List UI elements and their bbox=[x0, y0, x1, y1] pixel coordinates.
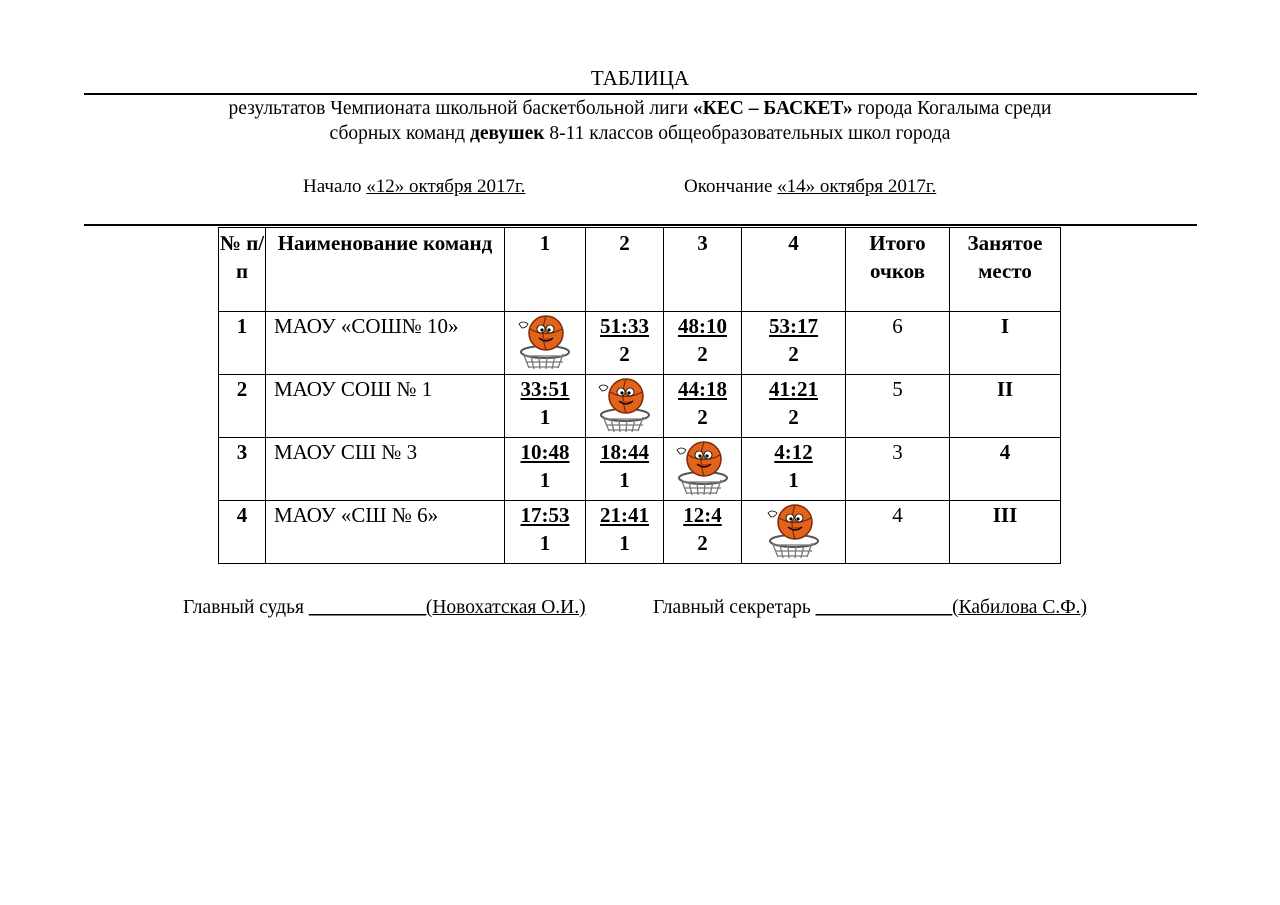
subtitle-text: результатов Чемпионата школьной баскетбольной лиги bbox=[228, 98, 693, 119]
results-table bbox=[218, 227, 1061, 564]
category-name: девушек bbox=[469, 123, 545, 144]
match-result bbox=[505, 438, 586, 501]
start-date: Начало «12» октября 2017г. bbox=[303, 176, 526, 197]
match-points: 2 bbox=[697, 405, 708, 429]
subtitle-line-2 bbox=[0, 122, 1280, 146]
basketball-hoop-icon bbox=[515, 312, 575, 370]
team-name: МАОУ «СОШ№ 10» bbox=[266, 312, 505, 375]
match-score: 53:17 bbox=[769, 314, 818, 338]
place: 4 bbox=[950, 438, 1061, 501]
match-points: 2 bbox=[788, 405, 799, 429]
match-result bbox=[742, 438, 846, 501]
basketball-hoop-icon bbox=[764, 501, 824, 559]
header-place: Занятое место bbox=[950, 228, 1061, 312]
row-number: 2 bbox=[219, 375, 266, 438]
match-score: 18:44 bbox=[600, 440, 649, 464]
match-score: 48:10 bbox=[678, 314, 727, 338]
header-col-2: 2 bbox=[586, 228, 664, 312]
match-points: 1 bbox=[619, 531, 630, 555]
subtitle-text: города Когалыма среди bbox=[852, 98, 1052, 119]
match-score: 33:51 bbox=[520, 377, 570, 401]
header-col-3: 3 bbox=[664, 228, 742, 312]
row-number: 1 bbox=[219, 312, 266, 375]
diagonal-cell bbox=[505, 312, 586, 375]
total-points: 5 bbox=[846, 375, 950, 438]
top-divider bbox=[84, 93, 1197, 95]
place: III bbox=[950, 501, 1061, 564]
end-date: Окончание «14» октября 2017г. bbox=[684, 176, 937, 197]
match-points: 2 bbox=[697, 531, 708, 555]
match-result bbox=[664, 501, 742, 564]
row-number: 4 bbox=[219, 501, 266, 564]
table-top-divider bbox=[84, 224, 1197, 226]
match-points: 2 bbox=[697, 342, 708, 366]
diagonal-cell bbox=[586, 375, 664, 438]
match-result bbox=[586, 312, 664, 375]
table-row bbox=[219, 501, 1061, 564]
table-row bbox=[219, 438, 1061, 501]
team-name: МАОУ СОШ № 1 bbox=[266, 375, 505, 438]
table-row bbox=[219, 312, 1061, 375]
header-total: Итого очков bbox=[846, 228, 950, 312]
match-points: 2 bbox=[788, 342, 799, 366]
chief-judge: Главный судья ____________(Новохатская О.И.) bbox=[183, 597, 586, 618]
match-score: 4:12 bbox=[774, 440, 813, 464]
subtitle-text: 8-11 классов общеобразовательных школ города bbox=[544, 123, 951, 144]
match-result bbox=[742, 312, 846, 375]
basketball-hoop-icon bbox=[595, 375, 655, 433]
match-points: 1 bbox=[539, 468, 551, 492]
match-points: 1 bbox=[619, 468, 630, 492]
total-points: 4 bbox=[846, 501, 950, 564]
team-name: МАОУ «СШ № 6» bbox=[266, 501, 505, 564]
basketball-hoop-icon bbox=[673, 438, 733, 496]
total-points: 3 bbox=[846, 438, 950, 501]
header-num: № п/п bbox=[219, 228, 266, 312]
match-score: 12:4 bbox=[683, 503, 722, 527]
match-result bbox=[586, 501, 664, 564]
match-result bbox=[742, 375, 846, 438]
match-score: 51:33 bbox=[600, 314, 649, 338]
place: I bbox=[950, 312, 1061, 375]
header-col-4: 4 bbox=[742, 228, 846, 312]
chief-secretary: Главный секретарь ______________(Кабилова С.Ф.) bbox=[653, 597, 1087, 618]
table-row bbox=[219, 375, 1061, 438]
subtitle-line-1 bbox=[0, 97, 1280, 121]
match-points: 1 bbox=[539, 405, 551, 429]
header-name: Наименование команд bbox=[266, 228, 505, 312]
match-result bbox=[664, 375, 742, 438]
diagonal-cell bbox=[742, 501, 846, 564]
match-points: 1 bbox=[539, 531, 551, 555]
match-result bbox=[505, 501, 586, 564]
match-score: 10:48 bbox=[520, 440, 570, 464]
match-result bbox=[505, 375, 586, 438]
match-score: 44:18 bbox=[678, 377, 727, 401]
match-points: 2 bbox=[619, 342, 630, 366]
document-title: ТАБЛИЦА bbox=[590, 66, 690, 90]
team-name: МАОУ СШ № 3 bbox=[266, 438, 505, 501]
diagonal-cell bbox=[664, 438, 742, 501]
match-result bbox=[664, 312, 742, 375]
table-header-row bbox=[219, 228, 1061, 312]
subtitle-text: сборных команд bbox=[329, 123, 470, 144]
match-score: 17:53 bbox=[520, 503, 570, 527]
match-points: 1 bbox=[788, 468, 799, 492]
match-result bbox=[586, 438, 664, 501]
place: II bbox=[950, 375, 1061, 438]
match-score: 21:41 bbox=[600, 503, 649, 527]
row-number: 3 bbox=[219, 438, 266, 501]
header-col-1: 1 bbox=[505, 228, 586, 312]
league-name: «КЕС – БАСКЕТ» bbox=[692, 98, 853, 119]
match-score: 41:21 bbox=[769, 377, 818, 401]
total-points: 6 bbox=[846, 312, 950, 375]
